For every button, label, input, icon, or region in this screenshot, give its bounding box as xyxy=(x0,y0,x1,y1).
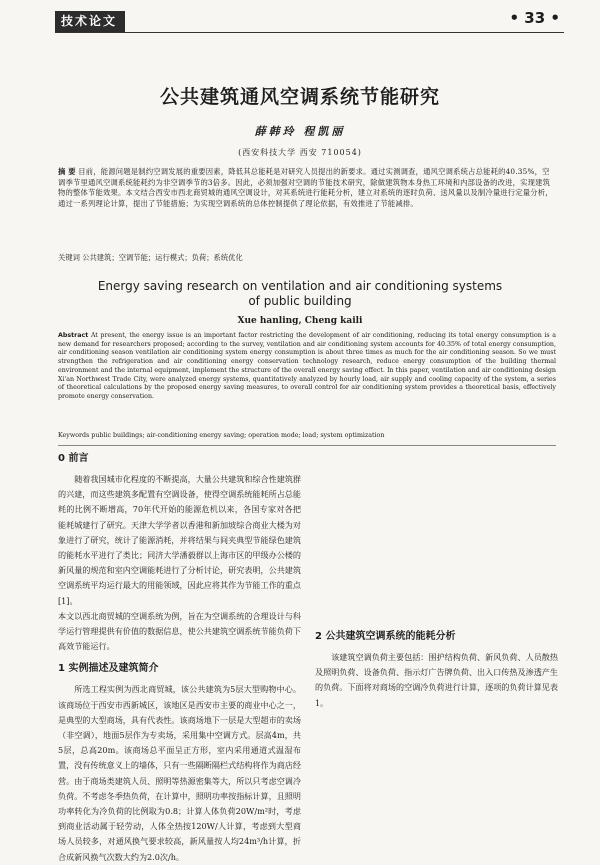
authors-cn: 薛韩玲 程凯丽 xyxy=(254,125,346,138)
authors-en: Xue hanling, Cheng kaili xyxy=(237,316,363,326)
journal-column-tag: 技术论文 xyxy=(55,11,125,32)
paper-title-en-line2: of public building xyxy=(248,294,352,308)
body-column-left xyxy=(58,450,301,865)
abstract-cn xyxy=(58,167,556,210)
page-number: • 33 • xyxy=(509,9,560,27)
header-rule xyxy=(55,32,564,33)
paper-title-en xyxy=(0,279,600,309)
affiliation-cn: (西安科技大学 西安 710054) xyxy=(238,148,362,157)
abstract-en-text: At present, the energy issue is an important factor restricting the development of air conditioning, reducing its total energy consumption is a new demand for researchers proposed; according to the survey, ventilation and air conditioning system accounts for 40.35% of total energy consumption, air conditioning season ventilation air conditioning system energy consumption is about three times as much for the air conditioning season. So we must strengthen the refrigeration and air conditioning energy conservation technology research, reduce energy consumption of the building thermal environment and the internal equipment, implement the structure of the overall energy saving effect. In this paper, ventilation and air conditioning design Xi'an Northwest Trade City, were analyzed energy systems, quantitatively analyzed by hourly load, air supply and cooling capacity of the system, a series of theoretical calculations by the proposed energy saving measures, to overall control for air conditioning system provides a theoretical basis, effectively promote energy conservation. xyxy=(58,332,556,400)
section-heading-2: 2 公共建筑空调系统的能耗分析 xyxy=(315,631,456,642)
paragraph: 该建筑空调负荷主要包括：围护结构负荷、新风负荷、人员散热及照明负荷、设备负荷、指示灯广告牌负荷、出入口传热及渗透产生的负荷。下面将对商场的空调冷负荷进行计算，逐项的负荷计算见表1。 xyxy=(315,652,558,708)
paragraph: 随着我国城市化程度的不断提高，大量公共建筑和综合性建筑群的兴建，而这些建筑多配置有空调设备，使得空调系统能耗所占总能耗的比例不断增高，70年代开始的能源危机以来，各国专家对各把能耗城建行了研究。天津大学学者以香港和新加坡综合商业大楼为对象进行了研究，统计了能源消耗，并将结果与间夹典型节能绿色建筑的能耗水平进行了类比；同济大学潘毅群以上海市区的甲级办公楼的新风量的规范和室内空调能耗进行了分析讨论，研究表明，公共建筑空调系统平均运行最大的用能领域，因此应将其作为节能工作的重点[1]。 xyxy=(58,474,301,606)
body-column-right xyxy=(315,450,558,711)
paper-title-en-line1: Energy saving research on ventilation and air conditioning systems xyxy=(97,279,503,293)
keywords-cn-text: 公共建筑；空调节能；运行模式；负荷；系统优化 xyxy=(82,253,243,262)
section-heading-1: 1 实例描述及建筑简介 xyxy=(58,663,159,675)
keywords-en-text: public buildings; air-conditioning energy saving; operation mode; load; system optimization xyxy=(91,432,385,439)
keywords-en xyxy=(58,431,556,440)
paper-title-cn: 公共建筑通风空调系统节能研究 xyxy=(159,86,440,108)
abstract-cn-label: 摘 要 xyxy=(58,167,76,176)
section-heading-0: 0 前言 xyxy=(58,453,89,464)
keywords-en-label: Keywords xyxy=(58,432,90,439)
keywords-cn-label: 关键词 xyxy=(58,253,80,262)
abstract-en-label: Abstract xyxy=(58,332,89,339)
abstract-en xyxy=(58,332,556,402)
section-divider xyxy=(58,445,556,446)
paragraph: 所选工程实例为西北商贸城，该公共建筑为5层大型购物中心。该商场位于西安市西新城区，该地区是西安市主要的商业中心之一，是典型的大型商场，具有代表性。该商场地下一层是大型超市的卖场（非空调），地面5层作为专卖场，采用集中空调方式。层高4m，共5层，总高20m。该商场总平面呈正方形，室内采用通道式温湿布置，没有传统意义上的墙体，只有一些隔断隔栏式结构将作为商店经营。由于商场类建筑人员、照明等热源密集等大，所以只考虑空调冷负荷。不考虑冬季热负荷，在计算中，照明功率按指标计算，且照明功率转化为冷负荷的比例取为0.8；计算人体负荷20W/m²时，考虑到商业活动属于轻劳动，人体全热按120W/人计算，考虑到大型商场人员较多，对通风换气要求较高，新风量按人均24m³/h计算，折合成新风换气次数大约为2.0次/h。 xyxy=(58,684,301,862)
paragraph: 本文以西北商贸城的空调系统为例，旨在为空调系统的合理设计与科学运行管理提供有价值的数据信息，使公共建筑空调系统节能负荷下高效节能运行。 xyxy=(58,610,301,652)
keywords-cn xyxy=(58,253,556,263)
abstract-cn-text: 目前，能源问题是制约空调发展的重要因素，降低其总能耗是对研究人员提出的新要求。通过实测调查，通风空调系统占总能耗的40.35%，空调季节里通风空调系统能耗约为非空调季节的3倍多。因此，必须加强对空调的节能技术研究，除做建筑物本身热工环境和内部设备的改进，实现建筑物的整体节能效果。本文结合西安市西北商贸城的通风空调设计，对其系统进行能耗分析，建立对系统的逐时负荷、送风量以及制冷量进行定量分析，通过一系列理论计算，提出了节能措施；为实现空调系统的总体控制提供了理论依据，有效推进了节能减排。 xyxy=(58,167,553,209)
